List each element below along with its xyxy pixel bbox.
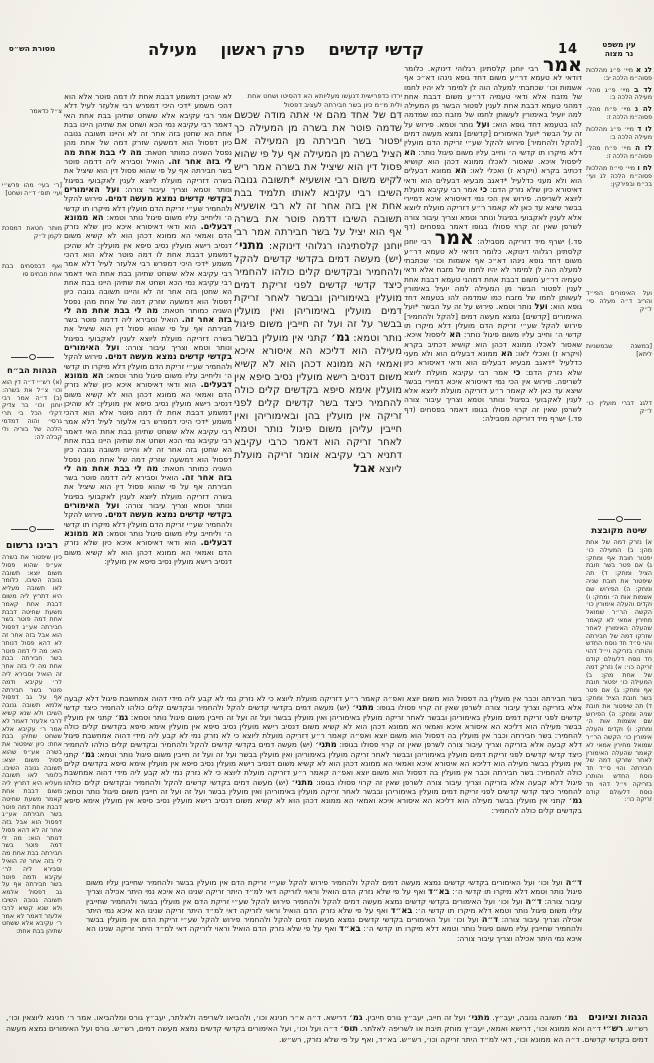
gemara-column bbox=[234, 92, 402, 688]
rashi-column: אמר רבי יוחנן קלסתינן רגלוהי דינוקא. כלומר דודאי לא טעמא דר״ע משום דחד גופא נינהו דא״כ אף אשמות וכו׳ שכתבתי למעלה הוה לן למימר לא יהיו לחמו של מזבח אלא ודאי טעמיה דר״ע משום דבבת אחת דמהני טעמא דבבת אחת לענין לפטור הבשר מן המעילה למה יועיל באימורין לעשותן לחמו של מזבח כמו שמדמה להו בטעמא דחד גופא הוא: ועל נותר וטמא. פירוש על זה על הבשר *ועל האימורים [קדשים] נמצא מעשה דמים [להקל ולהחמיר] פירוש להקל שע״י זריקת הדם מועלין דלא מיקרו תו קדשי ה׳ וחייב עליו משום פיגול נותר: הא ליפסול איכא. שאסור לאכלו ממונא דכהן הוא קושיא דכתיב בקרא (ויקרא ז) ואכלי לאו: הא ממונא דבעלים הוא ולא מעני כדלעיל *דאגב מבעיא דבעלים הוא ודאי דאיסורא כיון שלא נזרק הדם: כי אמר רבי עקיבא מועלת ליוצא לשריפה. פירוש אין הכי נמי דאיסורא איכא דמיירי בבשר שיצא עד כאן לא קאמר ר״ע דזריקה מועלת ליוצא אלא לענין לאקבועי בפיגול ונותר וטמא וצריך עיבור צורה לשרפן שאין זה קרוי פסולו בגופו דאמר בפסחים (דף פד.) ישרף מיד דזריקה מסבילה: אמר רבי יוחנן קלסתינן רגלוהי דינוקא. כלומר דודאי לא טעמא דר״ע משום דחד גופא נינהו דא״כ אף אשמות וכו׳ שכתבתי למעלה הוה לן למימר לא יהיו לחמו של מזבח אלא ודאי טעמיה דר״ע משום דבבת אחת דמהני טעמא דבבת אחת לענין לפטור הבשר מן המעילה למה יועיל באימורין לעשותן לחמו של מזבח כמו שמדמה להו בטעמא דחד גופא הוא: ועל נותר וטמא. פירוש על זה על הבשר *ועל האימורים [קדשים] נמצא מעשה דמים [להקל ולהחמיר] פירוש להקל שע״י זריקת הדם מועלין דלא מיקרו תו קדשי ה׳ וחייב עליו משום פיגול נותר: הא ליפסול איכא. שאסור לאכלו ממונא דכהן הוא קושיא דכתיב בקרא (ויקרא ז) ואכלי לאו: הא ממונא דבעלים הוא ולא מעני כדלעיל *דאגב מבעיא דבעלים הוא ודאי דאיסורא כיון שלא נזרק הדם: כי אמר רבי עקיבא מועלת ליוצא לשריפה. פירוש אין הכי נמי דאיסורא איכא דמיירי בבשר שיצא עד כאן לא קאמר ר״ע דזריקה מועלת ליוצא אלא לענין לאקבועי בפיגול ונותר וטמא וצריך עיבור צורה לשרפן שאין זה קרוי פסולו בגופו דאמר בפסחים (דף פד.) ישרף מיד דזריקה מסבילה: bbox=[404, 58, 582, 423]
commentary-continuation-block-a: בשר חבירתה וכבר אין מועלין בה דפסול הוא משום יוצא ואפ״ה קאמר ר״ע דזריקה מועלת ליוצא כי לא נזרק נמי לא קבע ליה מידי דהוה אמחשבת פיגול דלא קבעה אלא בזריקה וצריך עיבור צורה לשרפן שאין זה קרוי פסולו בגופו: מתני׳ (יש) מעשה דמים בקדשי קדשים להקל ולהחמיר ובקדשים קלים כולהו להחמיר כיצד קדשי קדשים לפני זריקת דמים מועלין באימוריהן ובבשר לאחר זריקה מועלין באימוריהן ואין מועלין בבשר ועל זה ועל זה חייבין משום פיגול נותר וטמא: גמ׳ קתני אין מועלין בבשר מעילה הוא דליכא הא איסורא איכא ואמאי הא ממונא דכהן הוא לא קשיא משום דנסיב רישא מועלין נסיב סיפא אין מועלין אימא סיפא בקדשים קלים כולה להחמיר: בשר חבירתה וכבר אין מועלין בה דפסול הוא משום יוצא ואפ״ה קאמר ר״ע דזריקה מועלת ליוצא כי לא נזרק נמי לא קבע ליה מידי דהוה אמחשבת פיגול דלא קבעה אלא בזריקה וצריך עיבור צורה לשרפן שאין זה קרוי פסולו בגופו: מתני׳ (יש) מעשה דמים בקדשי קדשים להקל ולהחמיר ובקדשים קלים כולהו להחמיר כיצד קדשי קדשים לפני זריקת דמים מועלין באימוריהן ובבשר לאחר זריקה מועלין באימוריהן ואין מועלין בבשר ועל זה ועל זה חייבין משום פיגול נותר וטמא: גמ׳ קתני אין מועלין בבשר מעילה הוא דליכא הא איסורא איכא ואמאי הא ממונא דכהן הוא לא קשיא משום דנסיב רישא מועלין נסיב סיפא אין מועלין אימא סיפא בקדשים קלים כולה להחמיר: בשר חבירתה וכבר אין מועלין בה דפסול הוא משום יוצא ואפ״ה קאמר ר״ע דזריקה מועלת ליוצא כי לא נזרק נמי לא קבע ליה מידי דהוה אמחשבת פיגול דלא קבעה אלא בזריקה וצריך עיבור צורה לשרפן שאין זה קרוי פסולו בגופו: מתני׳ (יש) מעשה דמים בקדשי קדשים להקל ולהחמיר ובקדשים קלים כולהו להחמיר כיצד קדשי קדשים לפני זריקת דמים מועלין באימוריהן ובבשר לאחר זריקה מועלין באימוריהן ואין מועלין בבשר ועל זה ועל זה חייבין משום פיגול נותר וטמא: גמ׳ קתני אין מועלין בבשר מעילה הוא דליכא הא איסורא איכא ואמאי הא ממונא דכהן הוא לא קשיא משום דנסיב רישא מועלין נסיב סיפא אין מועלין אימא סיפא בקדשים קלים כולה להחמיר: bbox=[64, 694, 582, 815]
masoret-note-3: מותר חטאת דמסכת לקמן ל״ק bbox=[2, 225, 62, 241]
margin-gloss-2: [במשנה שבמשניות ליתא] bbox=[586, 343, 652, 358]
ornament-divider bbox=[2, 354, 62, 360]
title-tractate: מעילה bbox=[148, 40, 198, 59]
ein-mishpat-entries bbox=[586, 66, 652, 191]
commentary-continuation-block-b: ד״ה ועל וכו׳ ועל האימורים בקדשי קדשים נמצא מעשה דמים להקל ולהחמיר פירוש להקל שע״י זריקת הדם אין מועלין בבשר ולהחמיר שחייבין עליו משום פיגול נותר וטמא דלא מיקרו תו קדשי ה׳: בא״ד ואף על פי שלא נזרק הדם הואיל וראוי לזריקה דאי למ״ד היתר זריקה שנינו הא איכא נמי היתר אכילה וצריך עיבור צורה: ד״ה ועל וכו׳ ועל האימורים בקדשי קדשים נמצא מעשה דמים להקל ולהחמיר פירוש להקל שע״י זריקת הדם אין מועלין בבשר ולהחמיר שחייבין עליו משום פיגול נותר וטמא דלא מיקרו תו קדשי ה׳: בא״ד ואף על פי שלא נזרק הדם הואיל וראוי לזריקה דאי למ״ד היתר זריקה שנינו הא איכא נמי היתר אכילה וצריך עיבור צורה: ד״ה ועל וכו׳ ועל האימורים בקדשי קדשים נמצא מעשה דמים להקל ולהחמיר פירוש להקל שע״י זריקת הדם אין מועלין בבשר ולהחמיר שחייבין עליו משום פיגול נותר וטמא דלא מיקרו תו קדשי ה׳: בא״ד ואף על פי שלא נזרק הדם הואיל וראוי לזריקה דאי למ״ד היתר זריקה שנינו הא איכא נמי היתר אכילה וצריך עיבור צורה: bbox=[86, 878, 582, 943]
masoret-note-4: ואף דבפסחים בבת אחת וזבחים סו bbox=[2, 262, 62, 278]
shita-mekubetzet-title: שיטה מקובצת bbox=[591, 526, 647, 536]
masoret-hashas-label bbox=[6, 44, 58, 53]
ein-mishpat-entry: לד ב מיי׳ פ״ג מהל׳ מעילה הלכה ב: bbox=[586, 84, 652, 102]
margin-gloss-3: דלגג דברי מועלין כו׳ ל״ק bbox=[586, 400, 652, 415]
hagahot-vetziyunim-text: גמ׳ תשובה גנובה, יעב״ץ. מתני׳ ועל זה חייב, יעב״ץ גורס חייבין. גמ׳ דרישא. ד״ה א״ר חנינא וכו׳, ולהביאו לשריפה ולאלתר, יעב״ץ גורס ומלהביאו. אמר ר׳ חנינא ליוצאין וכו׳, רש״ש. רש״י ד״ה והא ממונא וכו׳, דרישא ואמאי, יעב״ץ מוחק תיבת או לשריפה לאלתר. תוס׳ ד״ה ועל וכו׳, ועל האימורים בקדשי קדשים נמצא מעשה דמים, רש״ש. גורס ועל האימורים נמצא מעשה דמים בקדשי קדשים. ד״ה הא ממונא וכו׳, דאי למ״ד היתר זריקה וכו׳, רש״ש. בא״ד, ואף על פי שלא נזרק, רש״ש. bbox=[6, 1012, 648, 1044]
masoret-hashas-title: מסורת הש״ס bbox=[8, 44, 56, 53]
masoret-note-1: צ״ל כדאמר bbox=[29, 108, 62, 115]
page-title bbox=[148, 40, 424, 59]
hagahot-vetziyunim-title: הגהות וציונים bbox=[588, 1012, 648, 1023]
ein-mishpat-title-line2: נר מצוה bbox=[604, 49, 634, 58]
hagahot-habach-text: (א) רש״י ד״ה דין הוא וכו׳ צ״ל את בשרה: (ב) ד״ה אמר רבי יוחנן וכו׳ בר צדיק דקלי הכל בי תרי גרסי׳ והוה דמדמי הלכה של בוריה ולי קבלה לה: bbox=[2, 379, 62, 441]
ein-mishpat-entry: לח ו מיי׳ פי״ח מהלכות פסוה״מ הלכה לג ועי׳ בכ״מ ובפירקין: bbox=[586, 162, 652, 188]
left-margin bbox=[2, 108, 62, 1030]
shita-mekubetzet-text: א) נזרק דמה של אחת מהן: ב) המעילה כו׳ יפטור חובת אף ומחק: ג) אם פטר בשר חובת הציל ומחק: ד) תה שיפטור את חובת שניה ומחק: ה) הפירוש שם אשמות אות ה׳ ומחק: ו) וקדים והעלה אימורין כו׳ הקשה הר״ר שמואל מחירין אמאי לא קאמר שהעלה האימורין לאחר שזרקו דמה של חבירתה והוי ס״ד חד נוסח החדש והותרו בזריקה וי״ל דהוי חד נוסח דלעולם קודם זריקה כו׳: א) נזרק דמה של אחת מהן: ב) המעילה כו׳ יפטור חובת אף ומחק: ג) אם פטר בשר חובת הציל ומחק: ד) תה שיפטור את חובת שניה ומחק: ה) הפירוש שם אשמות אות ה׳ ומחק: ו) וקדים והעלה אימורין כו׳ הקשה הר״ר שמואל מחירין אמאי לא קאמר שהעלה האימורין לאחר שזרקו דמה של חבירתה והוי ס״ד חד נוסח החדש והותרו בזריקה וי״ל דהוי חד נוסח דלעולם קודם זריקה כו׳: bbox=[586, 539, 652, 804]
hagahot-vetziyunim-section bbox=[6, 1012, 648, 1060]
hagahot-habach-title: הגהות הב״ח bbox=[6, 366, 58, 376]
folio-number: 14 bbox=[558, 42, 579, 57]
ornament-divider bbox=[2, 526, 62, 532]
tosafot-column: לא שהיכן דמשמע דבבת אחת לו דמה פוטר אלא הוא דהכי משמע *דכי היכי דמפרש רבי אלעזר לעיל דלא אמר רבי עקיבא אלא ששחט שתיהן בבת אחת האי דאמר רבי עקיבא נמי הכא ושחט את שתיהן היינו בבת אחת הא שחטן בזה אחר זה לא והיינו תשובה גנובה כיון דפסול הוא דמשעה שזרק דמה של אחת מהן נפסל השניה כמותר חטאת: מה לי בבת אחת מה לי בזה אחר זה. הואיל וסבירא ליה דדמה פוטר בשר חבירתה אף על פי שהוא פסול דין הוא שיציל את בשרה דזריקה מועלת ליוצא לענין לאקבועי בפיגול ונותר וטמא וצריך עיבור צורה: ועל האימורים בקדשי קדשים נמצא מעשה דמים. פירוש להקל ולהחמיר שע״י זריקת הדם מועלין דלא מיקרו תו קדשי ה׳ וליחייב עליו משום פיגול נותר וטמא: הא ממונא דבעלים. הוא ודאי דאיסורא איכא כיון שלא נזרק הדם ואמאי הא ממונא דכהן הוא לא קשיא משום דנסיב רישא מועלין נסיב סיפא אין מועלין: לא שהיכן דמשמע דבבת אחת לו דמה פוטר אלא הוא דהכי משמע *דכי היכי דמפרש רבי אלעזר לעיל דלא אמר רבי עקיבא אלא ששחט שתיהן בבת אחת האי דאמר רבי עקיבא נמי הכא ושחט את שתיהן היינו בבת אחת הא שחטן בזה אחר זה לא והיינו תשובה גנובה כיון דפסול הוא דמשעה שזרק דמה של אחת מהן נפסל השניה כמותר חטאת: מה לי בבת אחת מה לי בזה אחר זה. הואיל וסבירא ליה דדמה פוטר בשר חבירתה אף על פי שהוא פסול דין הוא שיציל את בשרה דזריקה מועלת ליוצא לענין לאקבועי בפיגול ונותר וטמא וצריך עיבור צורה: ועל האימורים בקדשי קדשים נמצא מעשה דמים. פירוש להקל ולהחמיר שע״י זריקת הדם מועלין דלא מיקרו תו קדשי ה׳ וליחייב עליו משום פיגול נותר וטמא: הא ממונא דבעלים. הוא ודאי דאיסורא איכא כיון שלא נזרק הדם ואמאי הא ממונא דכהן הוא לא קשיא משום דנסיב רישא מועלין נסיב סיפא אין מועלין: לא שהיכן דמשמע דבבת אחת לו דמה פוטר אלא הוא דהכי משמע *דכי היכי דמפרש רבי אלעזר לעיל דלא אמר רבי עקיבא אלא ששחט שתיהן בבת אחת האי דאמר רבי עקיבא נמי הכא ושחט את שתיהן היינו בבת אחת הא שחטן בזה אחר זה לא והיינו תשובה גנובה כיון דפסול הוא דמשעה שזרק דמה של אחת מהן נפסל השניה כמותר חטאת: מה לי בבת אחת מה לי בזה אחר זה. הואיל וסבירא ליה דדמה פוטר בשר חבירתה אף על פי שהוא פסול דין הוא שיציל את בשרה דזריקה מועלת ליוצא לענין לאקבועי בפיגול ונותר וטמא וצריך עיבור צורה: ועל האימורים בקדשי קדשים נמצא מעשה דמים. פירוש להקל ולהחמיר שע״י זריקת הדם מועלין דלא מיקרו תו קדשי ה׳ וליחייב עליו משום פיגול נותר וטמא: הא ממונא דבעלים. הוא ודאי דאיסורא איכא כיון שלא נזרק הדם ואמאי הא ממונא דכהן הוא לא קשיא משום דנסיב רישא מועלין נסיב סיפא אין מועלין: bbox=[64, 92, 232, 566]
right-margin bbox=[586, 40, 652, 1030]
gemara-leadin-note: ירדו כדפרישית דנעשו מעליותא הא דהסיטו ושחט אחת ולית מ״מ כיון בשר חבירתה לעציב דפסול bbox=[247, 92, 402, 109]
title-tractate-section: קדשי קדשים bbox=[328, 40, 424, 59]
ein-mishpat-header bbox=[586, 40, 652, 58]
ein-mishpat-entry: לג א מיי׳ פ״ג מהלכות פסוה״מ הלכה יב: bbox=[586, 66, 652, 82]
gemara-text: דם של אחד מהם אי אתה מודה שכשם שדמה פוטר את בשרה מן המעילה כך יפטור בשר חבירתה מן המעילה אם הציל בשרה מן המעילה אף על פי שהוא פסול דין הוא שיציל את בשרה אמר ריש לקיש משום רבי אושעיא *תשובה גנובה השיבו רבי עקיבא לאותו תלמיד בבת אחת אין בזה אחר זה לא רבי אושעיא תשובה השיבו דדמה פוטר את בשרה אף הוא יציל על בשר חבירתה אמר רבי יוחנן קלסתינהו רגלוהי דינוקא: מתני׳ (יש) מעשה דמים בקדשי קדשים להקל ולהחמיר ובקדשים קלים כולהו להחמיר כיצד קדשי קדשים לפני זריקת דמים מועלין באימוריהן ובבשר לאחר זריקת דמים מועלין באימוריהן ואין מועלין בבשר על זה ועל זה חייבין משום פיגול נותר וטמא: גמ׳ קתני אין מועלין בבשר מעילה הוא דליכא הא איסורא איכא ואמאי הא ממונא דכהן הוא לא קשיא משום דנסיב רישא מועלין נסיב סיפא אין מועלין אימא סיפא בקדשים קלים כולה להחמיר כיצד בשר קדשים קלים לפני זריקה אין מועלין בהן ובאימוריהן ואין חייבין עליהן משום פיגול נותר וטמא לאחר זריקה הוא דאמר כרבי עקיבא דתניא רבי עקיבא אומר זריקה מועלת ליוצא אבל bbox=[234, 110, 402, 476]
masoret-note-2: [ר׳ בעי׳ מהו פרש״י ועי׳ תוס׳ ד״ה ושחט] bbox=[2, 181, 62, 197]
ein-mishpat-entry: לז ה מיי׳ פ״ח מהל׳ פסוה״מ הלכה ז: bbox=[586, 143, 652, 161]
ein-mishpat-entry: לו ד מיי׳ פ״ג מהלכות מעילה הלכה ב: bbox=[586, 123, 652, 141]
margin-gloss-1: ועל האימורים הפי״ד והריב ד״ה מעלה סי׳ ל״ק bbox=[586, 290, 652, 313]
ein-mishpat-title-line1: עין משפט bbox=[602, 40, 636, 49]
rabbeinu-gershom-text: כיון שיפטור את בשרה אע״פ שהוא פסול משום יוצא: תשובה גנובה השיבו. כלומר לאו תשובה מעליא היא דתריץ ליה משום דבבת אחת קאמר משעת שחיטה דבבת אחת דמה פוטר בשר חבירתה אע״ג דפסול הוא אבל בזה אחר זה לא דהא פסול דנותר הוא: מה לי דמה פוטר בשר חבירתה בבת אחת מה לי בזה אחר זה הואיל וסבירא ליה לר׳ עקיבא ודמה פוטר בשר חבירתה אף על גב דפסול אלמא תשובה גנובה השיבו ולא שנא קשיא לרבי אלעזר דאמר לא אמר ר׳ עקיבא אלא ששחט שתיהן בבת אחת: כיון שיפטור את בשרה אע״פ שהוא פסול משום יוצא: תשובה גנובה השיבו. כלומר לאו תשובה מעליא היא דתריץ ליה משום דבבת אחת קאמר משעת שחיטה דבבת אחת דמה פוטר בשר חבירתה אע״ג דפסול הוא אבל בזה אחר זה לא דהא פסול דנותר הוא: מה לי דמה פוטר בשר חבירתה בבת אחת מה לי בזה אחר זה הואיל וסבירא ליה לר׳ עקיבא ודמה פוטר בשר חבירתה אף על גב דפסול אלמא תשובה גנובה השיבו ולא שנא קשיא לרבי אלעזר דאמר לא אמר ר׳ עקיבא אלא ששחט שתיהן בבת אחת: bbox=[2, 554, 62, 936]
rabbeinu-gershom-title: רבינו גרשום bbox=[5, 540, 59, 551]
ornament-divider bbox=[586, 516, 652, 522]
title-chapter: פרק ראשון bbox=[220, 40, 305, 59]
ein-mishpat-entry: לה ג מיי׳ פ״ח מהל׳ פסוה״מ הלכה ז: bbox=[586, 104, 652, 121]
